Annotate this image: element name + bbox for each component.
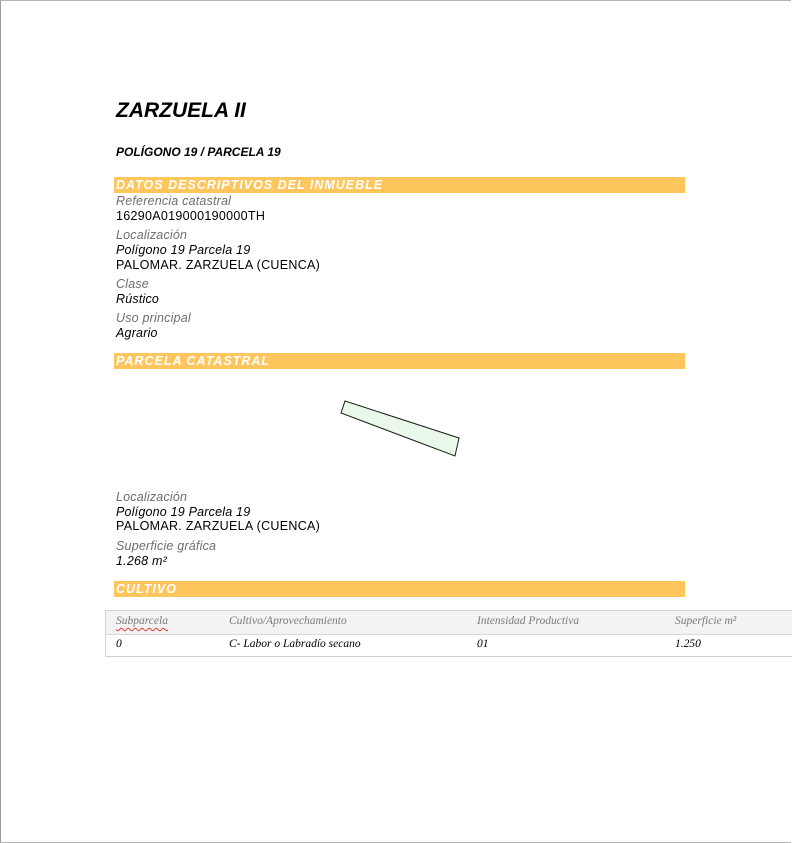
parcel-location-label: Localización: [116, 490, 188, 504]
column-header-cultivo: Cultivo/Aprovechamiento: [229, 615, 347, 627]
page-title: ZARZUELA II: [116, 99, 246, 122]
location-line-1: Polígono 19 Parcela 19: [116, 243, 251, 257]
class-value: Rústico: [116, 292, 160, 306]
cell-subparcela: 0: [116, 638, 122, 650]
parcel-location-line-1: Polígono 19 Parcela 19: [116, 505, 251, 519]
section-header-crop: CULTIVO: [114, 581, 685, 597]
cadastral-reference-label: Referencia catastral: [116, 194, 232, 208]
class-label: Clase: [116, 277, 149, 291]
cell-superficie: 1.250: [675, 638, 701, 650]
location-line-2: PALOMAR. ZARZUELA (CUENCA): [116, 258, 321, 272]
cell-intensidad: 01: [477, 638, 489, 650]
parcel-map: [331, 391, 471, 471]
graphic-area-value: 1.268 m²: [116, 554, 167, 568]
main-use-label: Uso principal: [116, 311, 191, 325]
crop-table: [105, 610, 792, 657]
graphic-area-label: Superficie gráfica: [116, 539, 217, 553]
page-subtitle: POLÍGONO 19 / PARCELA 19: [116, 145, 281, 159]
main-use-value: Agrario: [116, 326, 158, 340]
parcel-shape: [341, 401, 459, 456]
column-header-subparcela: Subparcela: [116, 615, 168, 627]
parcel-location-line-2: PALOMAR. ZARZUELA (CUENCA): [116, 519, 321, 533]
crop-table-header: [106, 611, 792, 635]
column-header-superficie: Superficie m²: [675, 615, 737, 627]
section-header-descriptive: DATOS DESCRIPTIVOS DEL INMUEBLE: [114, 177, 685, 193]
section-header-parcel: PARCELA CATASTRAL: [114, 353, 685, 369]
location-label: Localización: [116, 228, 188, 242]
cadastral-reference-value: 16290A019000190000TH: [116, 209, 266, 223]
column-header-intensidad: Intensidad Productiva: [477, 615, 580, 627]
cell-cultivo: C- Labor o Labradío secano: [229, 638, 361, 650]
